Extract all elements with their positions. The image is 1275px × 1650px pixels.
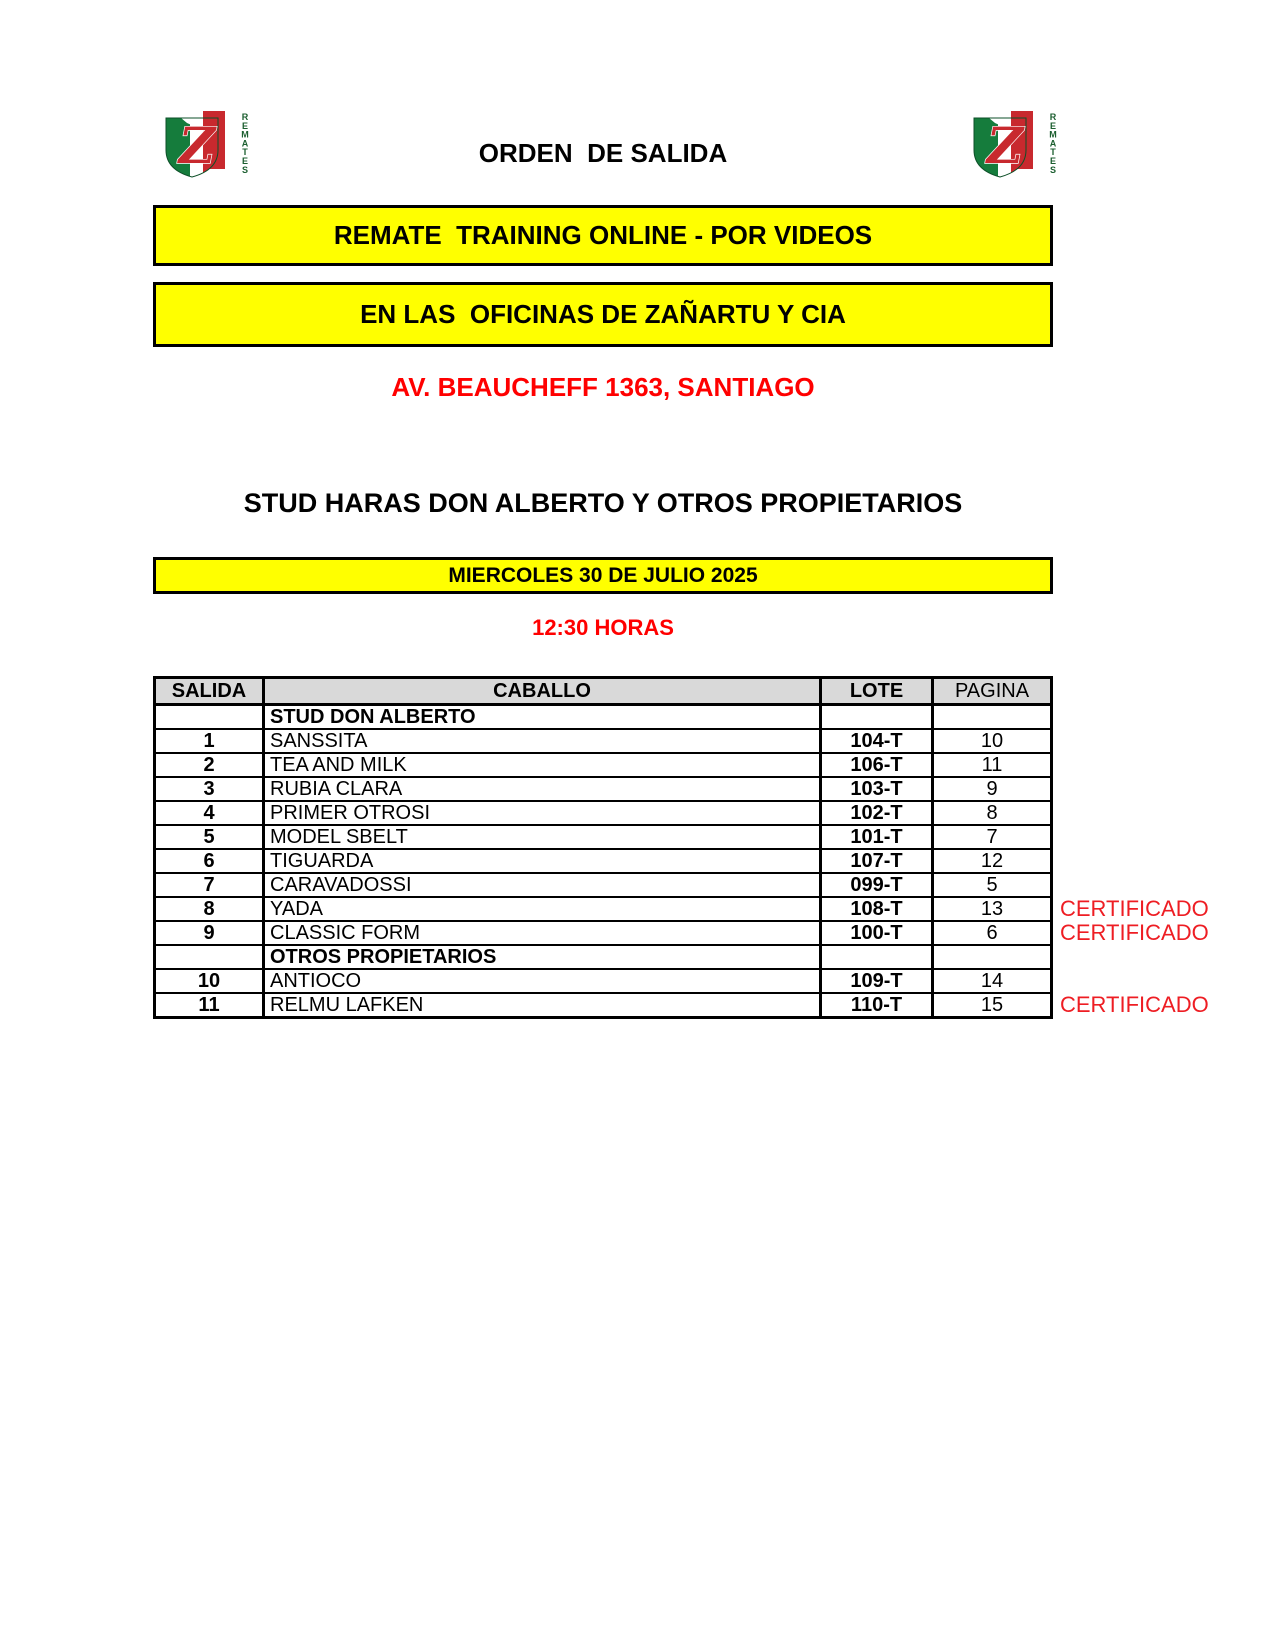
- logo-brand-letter: E: [1049, 120, 1057, 131]
- cell-lote: 102-T: [819, 802, 931, 824]
- table-header-row: [156, 679, 1050, 706]
- table-row: [156, 920, 1209, 945]
- cell-pagina: 10: [931, 730, 1050, 752]
- logo-z-letter: Z: [986, 116, 1024, 175]
- logo-brand-letter: M: [1049, 129, 1057, 140]
- logo-brand-letter: E: [241, 156, 249, 166]
- logo-brand-letter: R: [241, 112, 249, 122]
- cell-salida: 10: [197, 970, 221, 992]
- logo-brand-letter: A: [1049, 138, 1057, 149]
- cell-lote: 107-T: [819, 850, 931, 872]
- cell-lote: 108-T: [819, 898, 931, 920]
- banner-remate-training: [153, 205, 1053, 266]
- certificado-badge: CERTIFICADO: [1060, 992, 1209, 1017]
- cell-lote: 104-T: [819, 730, 931, 752]
- cell-salida: 11: [198, 994, 220, 1016]
- cell-lote: [819, 706, 931, 728]
- cell-pagina: 13: [931, 898, 1050, 920]
- cell-pagina: 9: [931, 778, 1050, 800]
- logo-brand-letter: M: [241, 129, 249, 140]
- logo-brand-letter: R: [1049, 112, 1057, 122]
- logo-brand-letter: S: [1049, 164, 1057, 175]
- table-row: [156, 968, 1050, 992]
- header-cell-salida: SALIDA: [171, 680, 247, 702]
- table-row: [156, 752, 1050, 776]
- cell-caballo: RELMU LAFKEN: [262, 994, 819, 1016]
- cell-caballo: CLASSIC FORM: [262, 922, 819, 944]
- cell-caballo: STUD DON ALBERTO: [262, 706, 819, 728]
- logo-brand-letter: T: [242, 147, 248, 158]
- stud-subtitle: STUD HARAS DON ALBERTO Y OTROS PROPIETARIOS: [243, 488, 963, 518]
- table-section-row: [156, 944, 1050, 968]
- header-cell-pagina: PAGINA: [931, 679, 1050, 703]
- cell-caballo: TIGUARDA: [262, 850, 819, 872]
- logo-brand-letter: A: [241, 138, 249, 149]
- cell-salida: 9: [203, 922, 215, 944]
- certificado-badge: CERTIFICADO: [1060, 896, 1209, 921]
- cell-lote: 100-T: [819, 922, 931, 944]
- cell-salida: 1: [203, 730, 215, 752]
- logo-brand-letter: E: [1049, 156, 1057, 166]
- cell-lote: 110-T: [819, 994, 931, 1016]
- cell-lote: 103-T: [819, 778, 931, 800]
- cell-pagina: 5: [931, 874, 1050, 896]
- cell-lote: 101-T: [819, 826, 931, 848]
- cell-caballo: YADA: [262, 898, 819, 920]
- cell-pagina: 7: [931, 826, 1050, 848]
- table-row: [156, 848, 1050, 872]
- cell-caballo: CARAVADOSSI: [262, 874, 819, 896]
- table-row: [156, 800, 1050, 824]
- banner-oficinas-text: EN LAS OFICINAS DE ZAÑARTU Y CIA: [360, 299, 846, 329]
- table-row: [156, 776, 1050, 800]
- cell-pagina: 14: [931, 970, 1050, 992]
- cell-salida: 4: [203, 802, 215, 824]
- header-cell-lote: LOTE: [819, 679, 931, 703]
- cell-pagina: 15: [931, 994, 1050, 1016]
- logo-z-letter: Z: [178, 116, 216, 175]
- time-line: 12:30 HORAS: [532, 615, 674, 640]
- cell-caballo: MODEL SBELT: [262, 826, 819, 848]
- cell-caballo: RUBIA CLARA: [262, 778, 819, 800]
- cell-lote: 109-T: [819, 970, 931, 992]
- banner-remate-training-text: REMATE TRAINING ONLINE - POR VIDEOS: [333, 220, 873, 250]
- cell-caballo: SANSSITA: [262, 730, 819, 752]
- logo-brand-letter: S: [241, 164, 249, 175]
- cell-lote: 106-T: [819, 754, 931, 776]
- page-title: ORDEN DE SALIDA: [478, 138, 728, 168]
- logo-brand-letter: T: [1050, 147, 1056, 158]
- cell-caballo: PRIMER OTROSI: [262, 802, 819, 824]
- cell-salida: [156, 946, 262, 968]
- header-cell-caballo: CABALLO: [262, 679, 819, 703]
- table-row: [156, 824, 1050, 848]
- logo-brand-letter: E: [241, 120, 249, 131]
- certificado-badge: CERTIFICADO: [1060, 920, 1209, 945]
- cell-salida: 7: [203, 874, 215, 896]
- cell-pagina: [931, 706, 1050, 728]
- address-line: AV. BEAUCHEFF 1363, SANTIAGO: [391, 372, 815, 402]
- cell-lote: 099-T: [819, 874, 931, 896]
- cell-pagina: [931, 946, 1050, 968]
- cell-salida: 5: [203, 826, 215, 848]
- cell-salida: [156, 706, 262, 728]
- cell-caballo: TEA AND MILK: [262, 754, 819, 776]
- cell-caballo: OTROS PROPIETARIOS: [262, 946, 819, 968]
- cell-pagina: 12: [931, 850, 1050, 872]
- cell-caballo: ANTIOCO: [262, 970, 819, 992]
- table-row: [156, 896, 1209, 921]
- table-row: [156, 728, 1050, 752]
- cell-salida: 6: [203, 850, 215, 872]
- cell-salida: 8: [203, 898, 215, 920]
- cell-pagina: 6: [931, 922, 1050, 944]
- cell-salida: 3: [203, 778, 215, 800]
- banner-oficinas: [153, 282, 1053, 347]
- table-section-row: [156, 706, 1050, 728]
- cell-lote: [819, 946, 931, 968]
- cell-salida: 2: [203, 754, 215, 776]
- banner-date-text: MIERCOLES 30 DE JULIO 2025: [448, 563, 758, 587]
- banner-date: [153, 557, 1053, 594]
- table-row: [156, 872, 1050, 896]
- table-row: [156, 992, 1209, 1017]
- cell-pagina: 8: [931, 802, 1050, 824]
- cell-pagina: 11: [931, 754, 1050, 776]
- salida-table: [153, 676, 1209, 1019]
